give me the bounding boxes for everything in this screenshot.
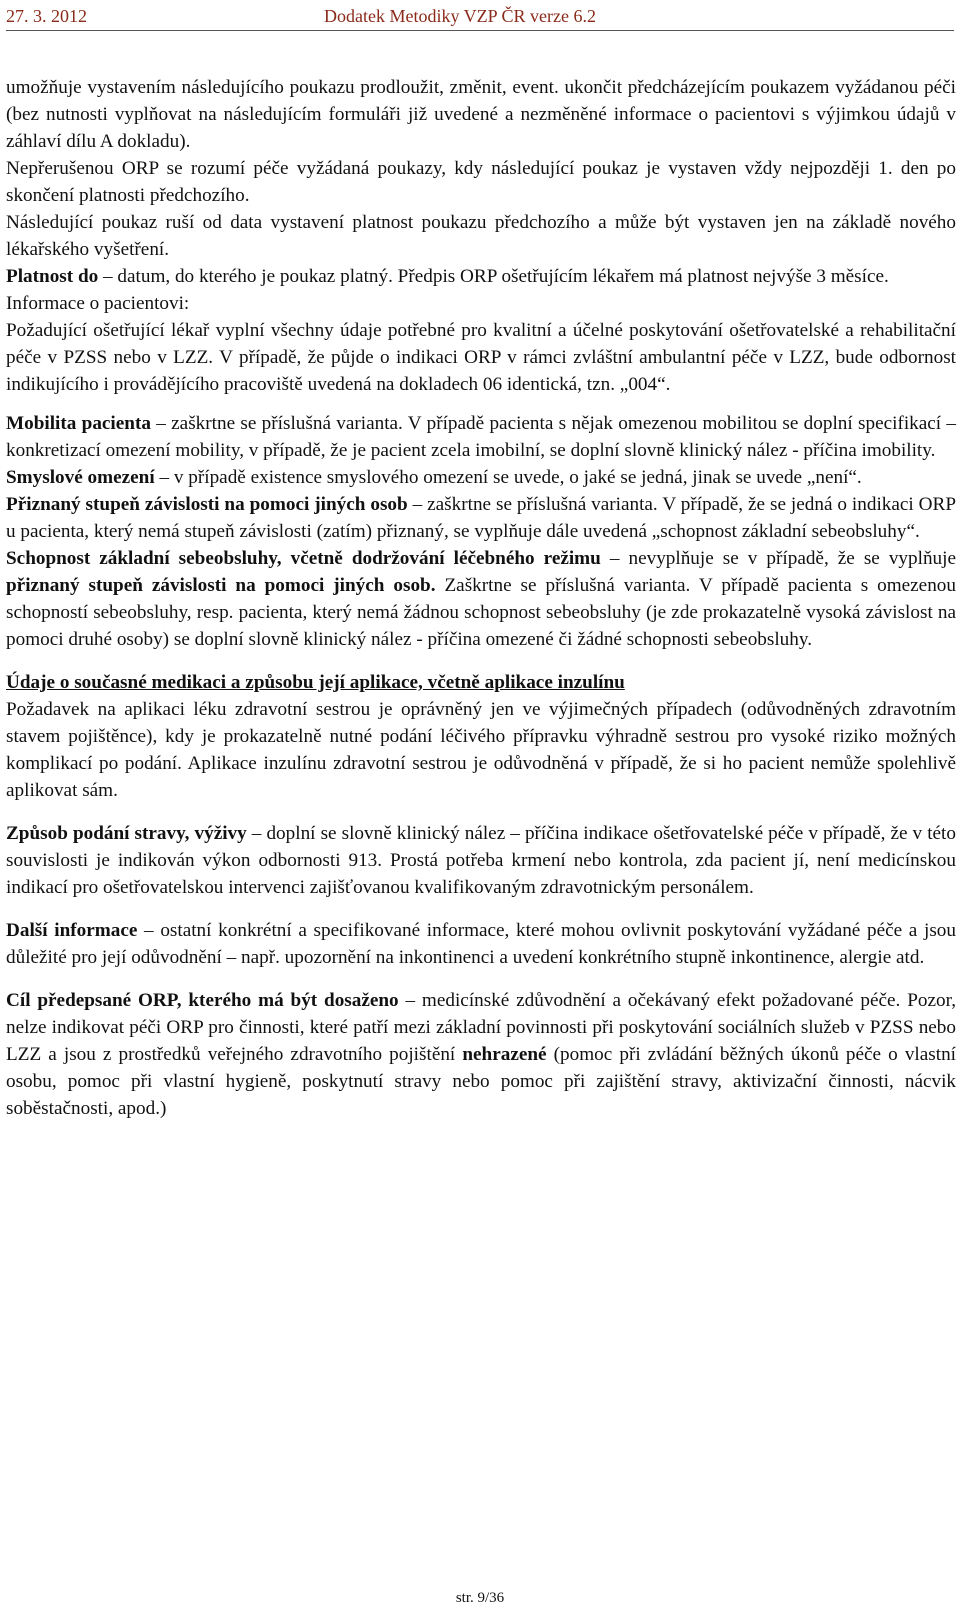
medication-heading: Údaje o současné medikaci a způsobu její aplikace, včetně aplikace inzulínu xyxy=(6,672,625,693)
validity-term: Platnost do xyxy=(6,266,99,287)
paragraph-medication: Požadavek na aplikaci léku zdravotní sestrou je oprávněný jen ve výjimečných případech (odůvodněných zdravotním stavem pojištěnce), kdy je prokazatelně nutné podání léčivého přípravku výhradně sestrou pro vysoké riziko možných komplikací po podání. Aplikace inzulínu zdravotní sestrou je odůvodněná v případě, že si ho pacient nemůže spolehlivě aplikovat sám. xyxy=(6,699,956,801)
paragraph-patient-info: Požadující ošetřující lékař vyplní všechny údaje potřebné pro kvalitní a účelné poskytování ošetřovatelské a rehabilitační péče v PZSS nebo v LZZ. V případě, že půjde o indikaci ORP v rámci zvláštní ambulantní péče v LZZ, bude odbornost indikujícího i provádějícího pracoviště uvedená na dokladech 06 identická, tzn. „004“. xyxy=(6,320,956,395)
paragraph-validity xyxy=(6,263,956,290)
dependency-text: – zaškrtne se příslušná varianta. V případě, že se jedná o indikaci ORP u pacienta, který nemá stupeň závislosti (zatím) přiznaný, se vyplňuje dále uvedená „schopnost základní sebeobsluhy“. xyxy=(6,494,956,542)
heading-medication xyxy=(6,669,956,696)
header-date: 27. 3. 2012 xyxy=(6,6,87,26)
self-care-term-b: přiznaný stupeň závislosti na pomoci jiných osob. xyxy=(6,575,436,596)
sensory-text: – v případě existence smyslového omezení se uvede, o jaké se jedná, jinak se uvede „není“. xyxy=(154,467,862,488)
other-info-text: – ostatní konkrétní a specifikované informace, které mohou ovlivnit poskytování vyžádané péče a jsou důležité pro její odůvodnění – např. upozornění na inkontinenci a uvedení konkrétního stupně inkontinence, alergie atd. xyxy=(6,920,956,968)
validity-text: – datum, do kterého je poukaz platný. Předpis ORP ošetřujícím lékařem má platnost nejvýše 3 měsíce. xyxy=(98,266,889,287)
page-header xyxy=(6,4,954,31)
sensory-term: Smyslové omezení xyxy=(6,467,155,488)
paragraph-patient-info-heading: Informace o pacientovi: xyxy=(6,293,190,314)
self-care-text-c: Zaškrtne se příslušná varianta. V případě pacienta s omezenou schopností sebeobsluhy, resp. pacienta, který nemá žádnou schopnost sebeobsluhy (je zde prokazatelně vysoká závislost na pomoci druhé osoby) se doplní slovně klinický nález - příčina omezené či žádné schopnosti sebeobsluhy. xyxy=(6,575,956,650)
goal-text-a: – medicínské zdůvodnění a očekávaný efekt požadované péče. Pozor, nelze indikovat péči ORP pro činnosti, které patří mezi základní povinnosti při poskytování sociálních služeb v PZSS nebo LZZ a jsou z prostředků veřejného zdravotního pojištění xyxy=(6,990,956,1065)
self-care-text-a: – nevyplňuje se v případě, že se vyplňuje xyxy=(600,548,956,569)
paragraph-other-info xyxy=(6,917,956,971)
document-body xyxy=(6,74,956,1122)
paragraph-mobility xyxy=(6,410,956,464)
paragraph-sensory xyxy=(6,464,956,491)
page-footer xyxy=(0,1590,960,1607)
paragraph-dependency xyxy=(6,491,956,545)
nutrition-text: – doplní se slovně klinický nález – příčina indikace ošetřovatelské péče v případě, že v této souvislosti je indikován výkon odbornosti 913. Prostá potřeba krmení nebo kontrola, zda pacient jí, není medicínskou indikací pro ošetřovatelskou intervenci zajišťovanou kvalifikovaným zdravotnickým personálem. xyxy=(6,823,956,898)
goal-term-b: nehrazené xyxy=(462,1044,547,1065)
goal-term: Cíl předepsané ORP, kterého má být dosaženo xyxy=(6,990,399,1011)
page-number: str. 9/36 xyxy=(455,1590,505,1606)
goal-text-c: (pomoc při zvládání běžných úkonů péče o vlastní osobu, pomoc při vlastní hygieně, poskytnutí stravy nebo pomoc při zajištění stravy, aktivizační činnosti, nácvik soběstačnosti, apod.) xyxy=(6,1044,956,1119)
header-document-title: Dodatek Metodiky VZP ČR verze 6.2 xyxy=(324,6,596,26)
paragraph-following-voucher: Následující poukaz ruší od data vystavení platnost poukazu předchozího a může být vystaven jen na základě nového lékařského vyšetření. xyxy=(6,212,956,260)
nutrition-term: Způsob podání stravy, výživy xyxy=(6,823,247,844)
paragraph-uninterrupted-orp: Nepřerušenou ORP se rozumí péče vyžádaná poukazy, kdy následující poukaz je vystaven vždy nejpozději 1. den po skončení platnosti předchozího. xyxy=(6,158,956,206)
dependency-term: Přiznaný stupeň závislosti na pomoci jiných osob xyxy=(6,494,408,515)
paragraph-continuation: umožňuje vystavením následujícího poukazu prodloužit, změnit, event. ukončit předcházejícím poukazem vyžádanou péči (bez nutnosti vyplňovat na následujícím formuláři již uvedené a nezměněné informace o pacientovi s výjimkou údajů v záhlaví dílu A dokladu). xyxy=(6,77,956,152)
paragraph-self-care xyxy=(6,545,956,653)
mobility-term: Mobilita pacienta xyxy=(6,413,151,434)
paragraph-goal xyxy=(6,987,956,1122)
mobility-text: – zaškrtne se příslušná varianta. V případě pacienta s nějak omezenou mobilitou se doplní specifikací – konkretizací omezení mobility, v případě, že je pacient zcela imobilní, se doplní slovně klinický nález - příčina imobility. xyxy=(6,413,957,461)
self-care-term: Schopnost základní sebeobsluhy, včetně dodržování léčebného režimu xyxy=(6,548,601,569)
paragraph-nutrition xyxy=(6,820,956,901)
other-info-term: Další informace xyxy=(6,920,138,941)
